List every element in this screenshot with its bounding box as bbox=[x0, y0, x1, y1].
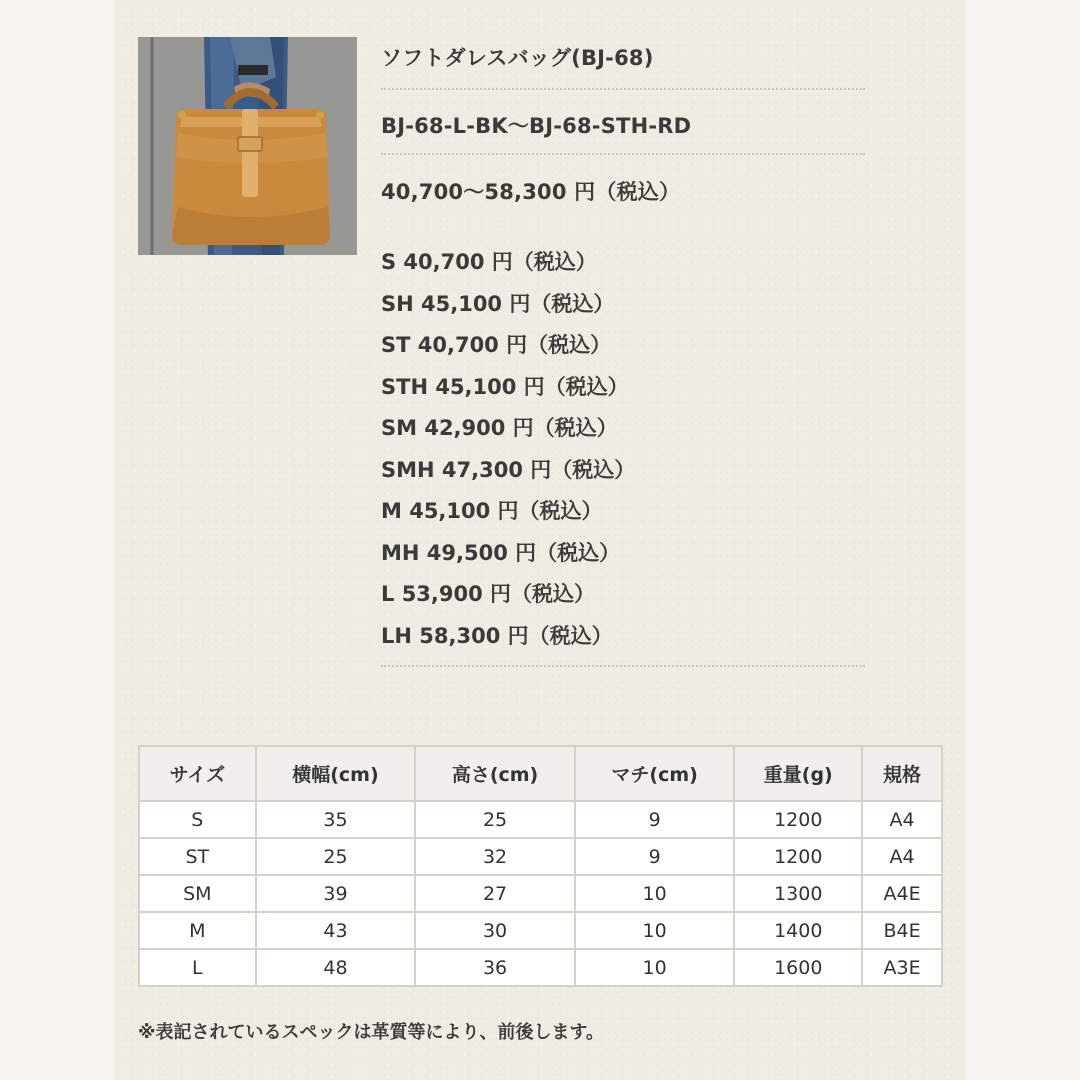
price-item: SMH 47,300 円（税込） bbox=[381, 457, 636, 482]
cell-weight: 1300 bbox=[734, 875, 862, 912]
price-item: M 45,100 円（税込） bbox=[381, 499, 603, 523]
cell-weight: 1600 bbox=[734, 949, 862, 986]
column-header-depth: マチ(cm) bbox=[575, 746, 735, 801]
divider bbox=[381, 153, 865, 155]
cell-depth: 10 bbox=[575, 949, 735, 986]
divider bbox=[381, 88, 865, 90]
cell-size: ST bbox=[139, 838, 256, 875]
cell-depth: 10 bbox=[575, 912, 735, 949]
cell-width: 48 bbox=[256, 949, 416, 986]
column-header-standard: 規格 bbox=[862, 746, 942, 801]
cell-height: 27 bbox=[415, 875, 575, 912]
cell-depth: 9 bbox=[575, 801, 735, 838]
column-header-height: 高さ(cm) bbox=[415, 746, 575, 801]
column-header-weight: 重量(g) bbox=[734, 746, 862, 801]
cell-size: L bbox=[139, 949, 256, 986]
table-row bbox=[139, 912, 942, 949]
price-item: ST 40,700 円（税込） bbox=[381, 333, 612, 357]
product-name: ソフトダレスバッグ(BJ-68) bbox=[381, 46, 654, 70]
model-range: BJ-68-L-BK〜BJ-68-STH-RD bbox=[381, 114, 692, 138]
table-header-row bbox=[139, 746, 942, 801]
cell-height: 30 bbox=[415, 912, 575, 949]
spec-table bbox=[138, 745, 943, 987]
cell-standard: A4E bbox=[862, 875, 942, 912]
table-row bbox=[139, 875, 942, 912]
cell-standard: A3E bbox=[862, 949, 942, 986]
table-row bbox=[139, 838, 942, 875]
cell-height: 32 bbox=[415, 838, 575, 875]
cell-width: 25 bbox=[256, 838, 416, 875]
cell-standard: A4 bbox=[862, 838, 942, 875]
price-item: L 53,900 円（税込） bbox=[381, 582, 596, 606]
cell-width: 39 bbox=[256, 875, 416, 912]
cell-depth: 10 bbox=[575, 875, 735, 912]
cell-size: S bbox=[139, 801, 256, 838]
cell-depth: 9 bbox=[575, 838, 735, 875]
cell-width: 35 bbox=[256, 801, 416, 838]
table-row bbox=[139, 949, 942, 986]
table-row bbox=[139, 801, 942, 838]
price-item: SM 42,900 円（税込） bbox=[381, 416, 618, 440]
cell-height: 25 bbox=[415, 801, 575, 838]
price-item: MH 49,500 円（税込） bbox=[381, 540, 621, 565]
cell-standard: B4E bbox=[862, 912, 942, 949]
cell-size: M bbox=[139, 912, 256, 949]
price-list bbox=[381, 246, 635, 661]
spec-note: ※表記されているスペックは革質等により、前後します。 bbox=[138, 1022, 605, 1043]
column-header-width: 横幅(cm) bbox=[256, 746, 416, 801]
column-header-size: サイズ bbox=[139, 746, 256, 801]
cell-height: 36 bbox=[415, 949, 575, 986]
cell-weight: 1400 bbox=[734, 912, 862, 949]
cell-standard: A4 bbox=[862, 801, 942, 838]
price-item: S 40,700 円（税込） bbox=[381, 250, 597, 274]
product-photo bbox=[138, 37, 357, 255]
cell-weight: 1200 bbox=[734, 838, 862, 875]
price-item: SH 45,100 円（税込） bbox=[381, 291, 615, 316]
cell-weight: 1200 bbox=[734, 801, 862, 838]
cell-width: 43 bbox=[256, 912, 416, 949]
leather-doctor-bag-photo-icon bbox=[138, 37, 357, 255]
price-range: 40,700〜58,300 円（税込） bbox=[381, 180, 681, 204]
price-item: LH 58,300 円（税込） bbox=[381, 623, 613, 648]
divider bbox=[381, 665, 865, 667]
price-item: STH 45,100 円（税込） bbox=[381, 374, 629, 399]
cell-size: SM bbox=[139, 875, 256, 912]
